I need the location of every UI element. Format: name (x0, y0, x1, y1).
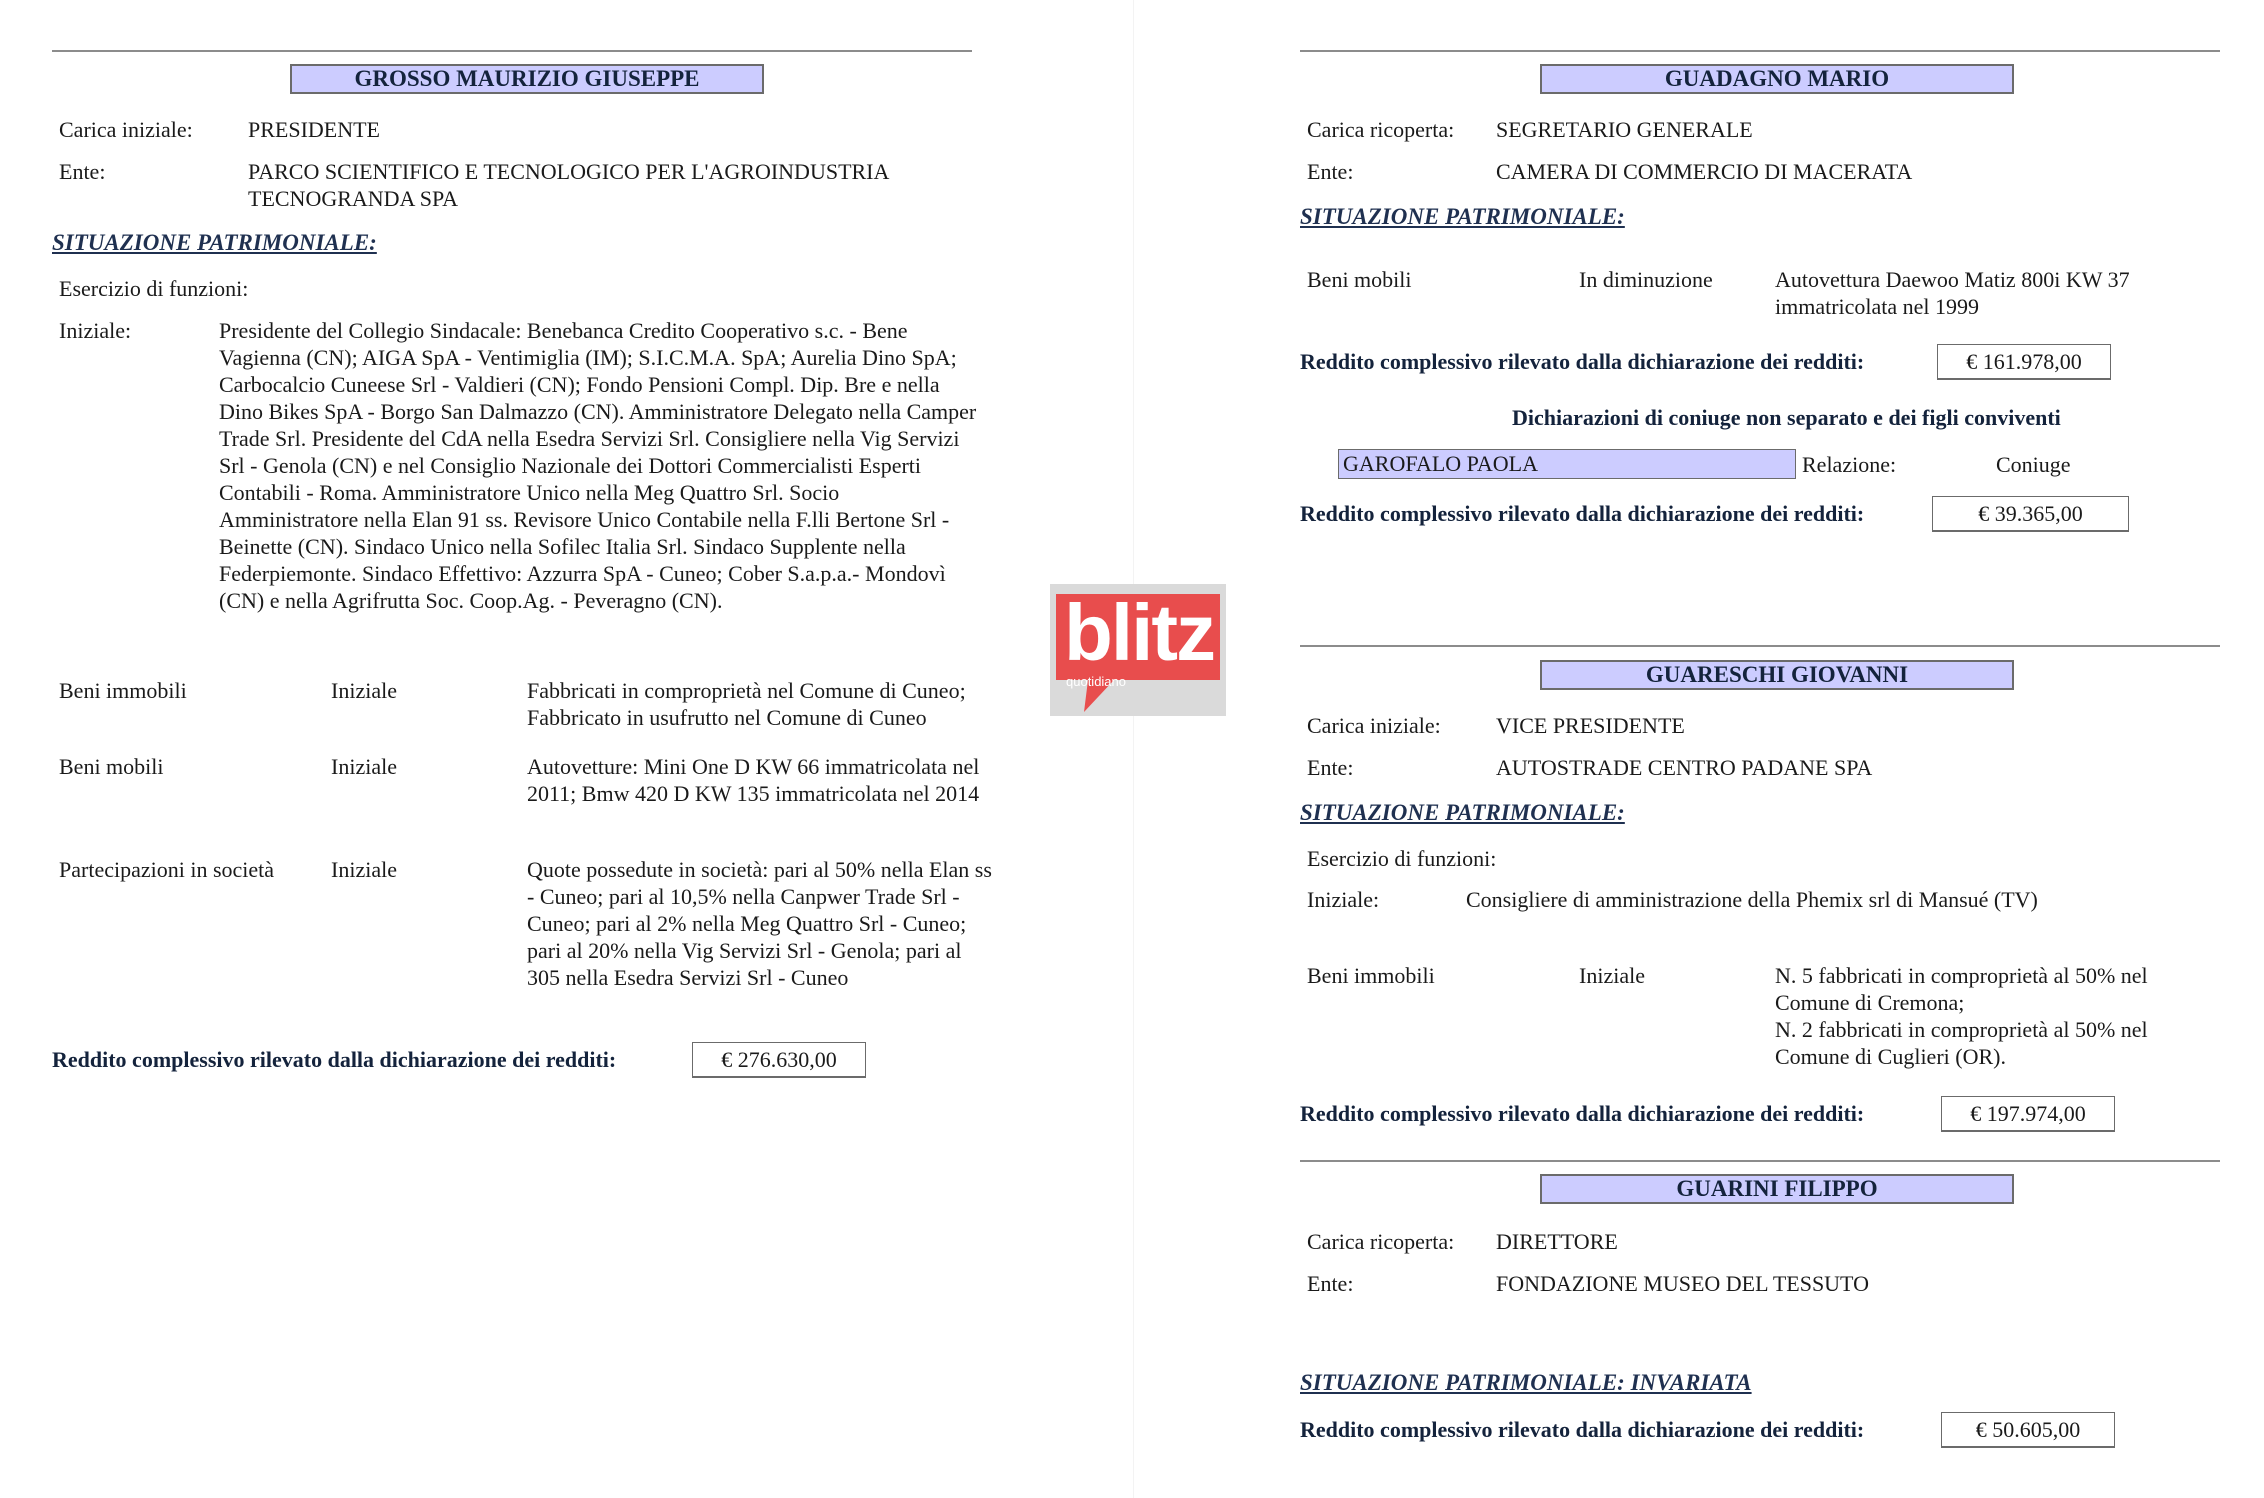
carica-label: Carica iniziale: (59, 117, 193, 142)
iniziale-label: Iniziale: (59, 318, 132, 343)
carica-label: Carica iniziale: (1307, 713, 1441, 738)
carica-label: Carica ricoperta: (1307, 1229, 1455, 1254)
row-text-line: N. 2 fabbricati in comproprietà al 50% nel (1775, 1017, 2148, 1042)
reddito-label: Reddito complessivo rilevato dalla dichiarazione dei redditi: (1300, 349, 1865, 374)
iniziale-label: Iniziale: (1307, 887, 1380, 912)
row-text-line: N. 5 fabbricati in comproprietà al 50% nel (1775, 963, 2148, 988)
person-name: GUARESCHI GIOVANNI (1540, 660, 2014, 690)
ente-value: FONDAZIONE MUSEO DEL TESSUTO (1496, 1271, 1869, 1296)
person-name: GUARINI FILIPPO (1540, 1174, 2014, 1204)
reddito-label: Reddito complessivo rilevato dalla dichiarazione dei redditi: (1300, 1417, 1865, 1442)
reddito-value: € 276.630,00 (692, 1042, 866, 1078)
top-rule-left (52, 50, 972, 52)
situazione-heading: SITUAZIONE PATRIMONIALE: (1300, 204, 1625, 229)
logo-sub: quotidiano (1066, 674, 1126, 689)
person-name: GUADAGNO MARIO (1540, 64, 2014, 94)
reddito-label: Reddito complessivo rilevato dalla dichiarazione dei redditi: (1300, 1101, 1865, 1126)
carica-value: PRESIDENTE (248, 117, 380, 142)
carica-value: DIRETTORE (1496, 1229, 1618, 1254)
person-name: GROSSO MAURIZIO GIUSEPPE (290, 64, 764, 94)
ente-label: Ente: (1307, 755, 1354, 780)
ente-value-line2: TECNOGRANDA SPA (248, 186, 459, 211)
spouse-reddito-value: € 39.365,00 (1932, 496, 2129, 532)
iniziale-text: Presidente del Collegio Sindacale: Benebanca Credito Cooperativo s.c. - Bene Vagienna (CN); AIGA SpA - Ventimiglia (IM); S.I.C.M.A. SpA; Aurelia Dino SpA; Carbocalcio Cuneese Srl - Valdieri (CN); Fondo Pensioni Compl. Dip. Bre e nella Dino Bikes SpA - Borgo San Dalmazzo (CN). Amministratore Delegato nella Camper Trade Srl. Presidente del CdA nella Esedra Servizi Srl. Consigliere nella Vig Servizi Srl - Genola (CN) e nel Consiglio Nazionale dei Dottori Commercialisti Esperti Contabili - Roma. Amministratore Unico nella Meg Quattro Srl. Socio Amministratore nella Elan 91 ss. Revisore Unico Contabile nella F.lli Bertone Srl - Beinette (CN). Sindaco Unico nella Sofilec Italia Srl. Sindaco Supplente nella Federpiemonte. Sindaco Effettivo: Azzurra SpA - Cuneo; Cober S.a.p.a.- Mondovì (CN) e nella Agrifrutta Soc. Coop.Ag. - Peveragno (CN). (219, 318, 977, 613)
ente-value-line1: PARCO SCIENTIFICO E TECNOLOGICO PER L'AGROINDUSTRIA (248, 159, 890, 184)
logo-brand: blitz (1064, 588, 1214, 677)
relazione-value: Coniuge (1996, 452, 2071, 477)
row-status: Iniziale (331, 678, 397, 703)
section-rule (1300, 1160, 2220, 1162)
row-text-line: Comune di Cuglieri (OR). (1775, 1044, 2006, 1069)
situazione-heading: SITUAZIONE PATRIMONIALE: (52, 230, 377, 255)
row-text: Fabbricati in comproprietà nel Comune di Cuneo; Fabbricato in usufrutto nel Comune di Cuneo (527, 678, 966, 730)
page-divider (1133, 0, 1134, 1498)
situazione-heading: SITUAZIONE PATRIMONIALE: (1300, 800, 1625, 825)
row-text: Autovetture: Mini One D KW 66 immatricolata nel 2011; Bmw 420 D KW 135 immatricolata nel 2014 (527, 754, 980, 806)
top-rule-right (1300, 50, 2220, 52)
reddito-value: € 50.605,00 (1941, 1412, 2115, 1448)
esercizio-label: Esercizio di funzioni: (59, 276, 249, 301)
row-label: Beni immobili (59, 678, 187, 703)
iniziale-text: Consigliere di amministrazione della Phemix srl di Mansué (TV) (1466, 887, 2038, 912)
row-text-line: Comune di Cremona; (1775, 990, 1965, 1015)
spouse-name: GAROFALO PAOLA (1338, 449, 1796, 479)
ente-value: CAMERA DI COMMERCIO DI MACERATA (1496, 159, 1913, 184)
ente-label: Ente: (59, 159, 106, 184)
spouse-reddito-label: Reddito complessivo rilevato dalla dichiarazione dei redditi: (1300, 501, 1865, 526)
ente-value: AUTOSTRADE CENTRO PADANE SPA (1496, 755, 1873, 780)
relazione-label: Relazione: (1802, 452, 1897, 477)
blitz-logo (1050, 584, 1226, 716)
dichiarazioni-heading: Dichiarazioni di coniuge non separato e dei figli conviventi (1512, 405, 2061, 430)
row-text: Quote possedute in società: pari al 50% nella Elan ss - Cuneo; pari al 10,5% nella Canpwer Trade Srl - Cuneo; pari al 2% nella Meg Quattro Srl - Cuneo; pari al 20% nella Vig Servizi Srl - Genola; pari al 305 nella Esedra Servizi Srl - Cuneo (527, 857, 992, 990)
esercizio-label: Esercizio di funzioni: (1307, 846, 1497, 871)
carica-label: Carica ricoperta: (1307, 117, 1455, 142)
row-status: Iniziale (331, 754, 397, 779)
reddito-label: Reddito complessivo rilevato dalla dichiarazione dei redditi: (52, 1047, 617, 1072)
ente-label: Ente: (1307, 1271, 1354, 1296)
row-label: Beni mobili (1307, 267, 1412, 292)
row-status: In diminuzione (1579, 267, 1713, 292)
ente-label: Ente: (1307, 159, 1354, 184)
row-label: Beni mobili (59, 754, 164, 779)
row-text: Autovettura Daewoo Matiz 800i KW 37 immatricolata nel 1999 (1775, 267, 2130, 319)
row-status: Iniziale (1579, 963, 1645, 988)
section-rule (1300, 645, 2220, 647)
carica-value: SEGRETARIO GENERALE (1496, 117, 1753, 142)
row-label: Partecipazioni in società (59, 857, 275, 882)
reddito-value: € 197.974,00 (1941, 1096, 2115, 1132)
carica-value: VICE PRESIDENTE (1496, 713, 1685, 738)
reddito-value: € 161.978,00 (1937, 344, 2111, 380)
row-label: Beni immobili (1307, 963, 1435, 988)
row-status: Iniziale (331, 857, 397, 882)
situazione-heading: SITUAZIONE PATRIMONIALE: INVARIATA (1300, 1370, 1752, 1395)
